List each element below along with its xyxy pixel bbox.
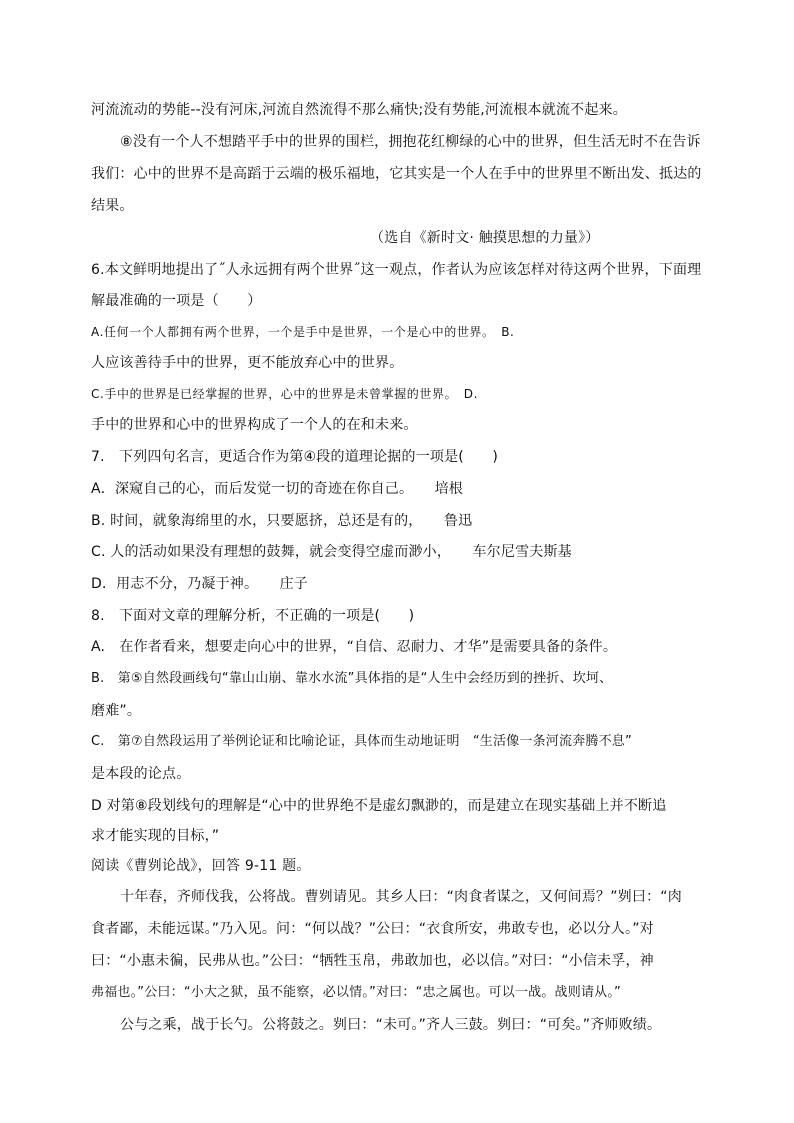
q8-option-d-line1: D 对第⑧段划线句的理解是“心中的世界绝不是虚幻飘渺的，而是建立在现实基础上并不断追 — [91, 798, 667, 814]
q6-option-a: A.任何一个人都拥有两个世界，一个是手中是世界，一个是心中的世界。 B. — [91, 325, 515, 339]
q7-stem: 7. 下列四句名言，更适合作为第④段的道理论据的一项是( ) — [91, 449, 499, 465]
reading-p2-line1: 公与之乘，战于长勺。公将鼓之。刿曰：“未可。”齐人三鼓。刿曰：“可矣。”齐师败绩。 — [120, 1017, 662, 1033]
passage-p8-line3: 结果。 — [91, 198, 134, 214]
reading-p1-line3: 曰：“小惠未徧，民弗从也。”公曰：“牺牲玉帛，弗敢加也，必以信。”对曰：“小信未孚，神 — [91, 953, 654, 969]
q8-option-c-line2: 是本段的论点。 — [91, 766, 191, 782]
q7-option-d: D．用志不分，乃凝于神。 庄子 — [91, 576, 308, 592]
passage-p8-line2: 我们：心中的世界不是高蹈于云端的极乐福地，它其实是一个人在手中的世界里不断出发、抵达的 — [91, 166, 702, 182]
q8-option-c-line1: C. 第⑦自然段运用了举例论证和比喻论证，具体而生动地证明 “生活像一条河流奔腾不息” — [91, 734, 632, 749]
q6-stem-line2: 解最准确的一项是（ ） — [91, 293, 262, 309]
q6-stem-line1: 6.本文鲜明地提出了˝人永远拥有两个世界˝这一观点，作者认为应该怎样对待这两个世界，下面理 — [91, 262, 702, 278]
q8-option-a: A. 在作者看来，想要走向心中的世界，“自信、忍耐力、才华”是需要具备的条件。 — [91, 639, 618, 655]
reading-p1-line2: 食者鄙，未能远谋。”乃入见。问：“何以战？”公曰：“衣食所安，弗敢专也，必以分人。”对 — [91, 921, 654, 937]
reading-p1-line4: 弗福也。”公曰：“小大之狱，虽不能察，必以情。”对曰：“忠之属也。可以一战。战则请从。” — [91, 985, 621, 1000]
q8-stem: 8. 下面对文章的理解分析，不正确的一项是( ) — [91, 608, 415, 624]
passage-p7-end: 河流流动的势能--没有河床,河流自然流得不那么痛快;没有势能,河流根本就流不起来。 — [91, 102, 627, 118]
reading-intro: 阅读《曹刿论战》，回答 9-11 题。 — [91, 858, 311, 874]
passage-source: （选自《新时文· 触摸思想的力量》） — [370, 230, 600, 246]
q8-option-b-line2: 磨难”。 — [91, 703, 142, 719]
q6-option-c: C.手中的世界是已经掌握的世界，心中的世界是未曾掌握的世界。 D. — [91, 387, 479, 401]
q8-option-b-line1: B. 第⑤自然段画线句“靠山山崩、靠水水流”具体指的是“人生中会经历到的挫折、坎坷、 — [91, 671, 613, 686]
q6-option-d: 手中的世界和心中的世界构成了一个人的在和未来。 — [91, 417, 418, 433]
q7-option-c: C. 人的活动如果没有理想的鼓舞，就会变得空虚而渺小， 车尔尼雪夫斯基 — [91, 544, 572, 560]
q8-option-d-line2: 求才能实现的目标，” — [91, 828, 220, 844]
q6-option-b: 人应该善待手中的世界，更不能放弃心中的世界。 — [91, 355, 404, 371]
q7-option-b: B. 时间，就象海绵里的水，只要愿挤，总还是有的， 鲁迅 — [91, 513, 473, 529]
reading-p1-line1: 十年春，齐师伐我，公将战。曹刿请见。其乡人曰：“肉食者谋之，又何间焉？”刿曰：“肉 — [120, 889, 682, 905]
q7-option-a: A．深窥自己的心，而后发觉一切的奇迹在你自己。 培根 — [91, 481, 463, 497]
passage-p8-line1: ⑧没有一个人不想踏平手中的世界的围栏，拥抱花红柳绿的心中的世界，但生活无时不在告诉 — [120, 134, 701, 150]
